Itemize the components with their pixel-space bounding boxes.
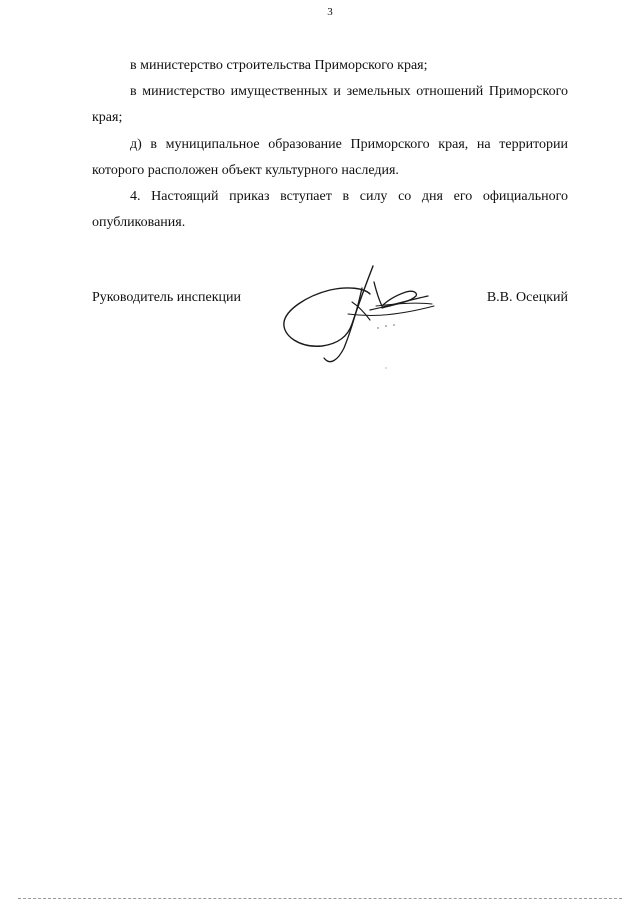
paragraph-text: д) в муниципальное образование Приморского края, на территории которого расположен объект культурного наследия. bbox=[92, 137, 568, 178]
paragraph-text: в министерство имущественных и земельных отношений Приморского края; bbox=[92, 84, 568, 125]
paragraph-municipality bbox=[92, 132, 568, 183]
signer-name: В.В. Осецкий bbox=[486, 290, 568, 305]
paragraph-text: 4. Настоящий приказ вступает в силу со дня его официального опубликования. bbox=[92, 189, 568, 230]
paragraph-ministry-construction bbox=[92, 53, 568, 79]
handwritten-signature bbox=[278, 262, 440, 372]
signer-position: Руководитель инспекции bbox=[92, 290, 241, 305]
paragraph-ministry-property bbox=[92, 79, 568, 130]
paragraph-text: в министерство строительства Приморского края; bbox=[130, 58, 428, 73]
footer-divider bbox=[18, 898, 622, 899]
page-number: 3 bbox=[327, 6, 333, 18]
paragraph-effective-date bbox=[92, 184, 568, 235]
